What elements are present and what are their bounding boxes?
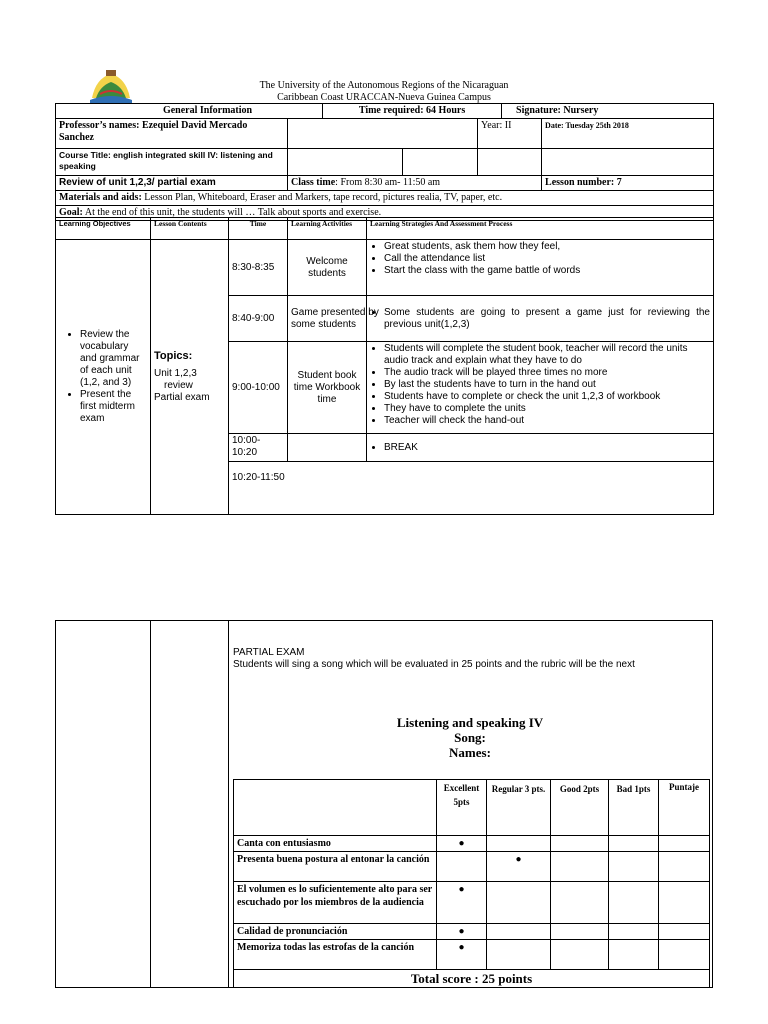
objective-item: • Present the first midterm exam <box>80 389 147 425</box>
column-strategies: Learning Strategies And Assessment Process <box>367 218 714 240</box>
content-partial-exam: Partial exam <box>154 392 210 403</box>
rubric-criterion: El volumen es lo suficientemente alto para ser escuchado por los miembros de la audiencia <box>234 882 437 924</box>
activity: Student book time Workbook time <box>288 342 367 434</box>
time-slot: 10:20-11:50 <box>229 462 714 515</box>
time-slot: 9:00-10:00 <box>229 342 288 434</box>
strategies <box>367 434 714 462</box>
lesson-number: Lesson number: 7 <box>542 176 714 191</box>
strategy-item: • BREAK <box>384 442 710 454</box>
goal: Goal: At the end of this unit, the students will … Talk about sports and exercise. <box>56 206 714 221</box>
strategy-item: • By last the students have to turn in the hand out <box>384 379 710 391</box>
rubric-row <box>234 940 710 970</box>
strategy-item: • Students will complete the student book, teacher will record the units audio track and explain what they have to do <box>384 343 710 367</box>
rubric-col-good: Good 2pts <box>551 780 609 836</box>
rubric-criterion: Memoriza todas las estrofas de la canción <box>234 940 437 970</box>
strategy-item: • Start the class with the game battle of words <box>384 265 710 277</box>
topics-label: Topics: <box>154 350 193 362</box>
signature: Signature: Nursery <box>502 104 714 119</box>
column-activities: Learning Activities <box>288 218 367 240</box>
rubric-mark: ● <box>487 852 551 882</box>
content-review: review <box>164 380 193 391</box>
objectives-cell <box>56 240 151 515</box>
strategy-item: • Call the attendance list <box>384 253 710 265</box>
university-name: The University of the Autonomous Regions of the Nicaraguan <box>259 80 509 91</box>
strategy-item: • The audio track will be played three times no more <box>384 367 710 379</box>
total-score: Total score : 25 points <box>234 970 710 988</box>
review-unit: Review of unit 1,2,3/ partial exam <box>56 176 288 191</box>
strategy-item: • Students have to complete or check the unit 1,2,3 of workbook <box>384 391 710 403</box>
rubric-mark: ● <box>437 836 487 852</box>
names-label: Names: <box>449 745 491 760</box>
campus-name: Caribbean Coast URACCAN-Nueva Guinea Campus <box>277 92 491 103</box>
strategy-item: • Some students are going to present a game just for reviewing the previous unit(1,2,3) <box>384 307 710 331</box>
schedule-table <box>55 217 714 515</box>
strategies <box>367 342 714 434</box>
rubric-row <box>234 882 710 924</box>
rubric-table <box>233 779 710 988</box>
strategy-item: • They have to complete the units <box>384 403 710 415</box>
activity <box>288 434 367 462</box>
lesson-plan-table <box>55 103 714 221</box>
rubric-criterion: Canta con entusiasmo <box>234 836 437 852</box>
activity: Game presented by some students <box>288 296 367 342</box>
time-slot: 8:30-8:35 <box>229 240 288 296</box>
rubric-criterion: Calidad de pronunciación <box>234 924 437 940</box>
rubric-col-regular: Regular 3 pts. <box>487 780 551 836</box>
rubric-col-excellent: Excellent 5pts <box>437 780 487 836</box>
course-blank-2 <box>403 149 478 176</box>
rubric-corner <box>234 780 437 836</box>
rubric-row <box>234 836 710 852</box>
time-slot: 10:00-10:20 <box>229 434 288 462</box>
partial-exam-panel <box>55 620 713 988</box>
content-units: Unit 1,2,3 <box>154 368 197 379</box>
rubric-col-bad: Bad 1pts <box>609 780 659 836</box>
course-blank-1 <box>288 149 403 176</box>
rubric-criterion: Presenta buena postura al entonar la canción <box>234 852 437 882</box>
rubric-row <box>234 852 710 882</box>
objective-item: • Review the vocabulary and grammar of each unit (1,2, and 3) <box>80 329 147 389</box>
column-objectives: Learning Objectives <box>56 218 151 240</box>
rubric-mark: ● <box>437 882 487 924</box>
course-title: Course Title: english integrated skill IV: listening and speaking <box>56 149 288 176</box>
time-required: Time required: 64 Hours <box>323 104 502 119</box>
strategy-item: • Teacher will check the hand-out <box>384 415 710 427</box>
strategies <box>367 296 714 342</box>
year: Year: II <box>478 119 542 149</box>
general-information-heading: General Information <box>56 104 323 119</box>
partial-exam-description: Students will sing a song which will be evaluated in 25 points and the rubric will be the next <box>233 659 635 670</box>
column-time: Time <box>229 218 288 240</box>
contents-cell <box>151 240 229 515</box>
professor-blank <box>288 119 478 149</box>
rubric-row <box>234 924 710 940</box>
rubric-mark: ● <box>437 940 487 970</box>
materials-aids: Materials and aids: Lesson Plan, Whiteboard, Eraser and Markers, tape record, pictures realia, TV, paper, etc. <box>56 191 714 206</box>
column-contents: Lesson Contents <box>151 218 229 240</box>
rubric-col-puntaje: Puntaje <box>659 780 710 836</box>
song-label: Song: <box>454 730 486 745</box>
partial-exam-title: PARTIAL EXAM <box>233 647 305 658</box>
professor-names: Professor’s names: Ezequiel David Mercado Sanchez <box>56 119 288 149</box>
strategy-item: • Great students, ask them how they feel, <box>384 241 710 253</box>
rubric-mark: ● <box>437 924 487 940</box>
date: Date: Tuesday 25th 2018 <box>542 119 714 149</box>
course-blank-4 <box>542 149 714 176</box>
class-time: Class time: From 8:30 am- 11:50 am <box>288 176 542 191</box>
course-blank-3 <box>478 149 542 176</box>
strategies <box>367 240 714 296</box>
rubric-title: Listening and speaking IV <box>396 715 544 730</box>
time-slot: 8:40-9:00 <box>229 296 288 342</box>
activity: Welcome students <box>288 240 367 296</box>
